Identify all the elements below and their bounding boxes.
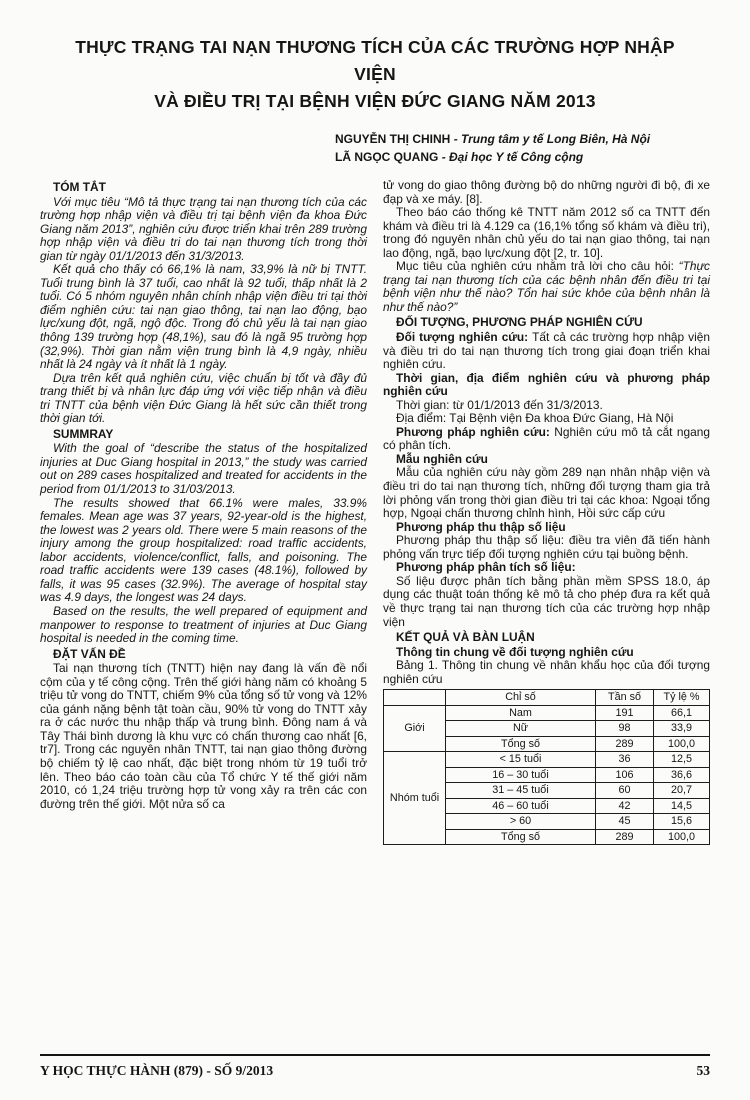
table-header-percent: Tỷ lệ % bbox=[654, 690, 710, 706]
author-affiliation: - Đại học Y tế Công cộng bbox=[441, 149, 584, 164]
table-cell: 289 bbox=[596, 736, 654, 752]
table-header-indicator: Chỉ số bbox=[446, 690, 596, 706]
table-cell: Nam bbox=[446, 705, 596, 721]
sample-paragraph: Mẫu của nghiên cứu này gồm 289 nạn nhân nhập viện và điều tri do tai nạn thương tích, những đối tượng tham gia trả lời phỏng vấn trong thời gian điều tri tại các khoa: Ngoại tổng hợp, Ngoại chấn thương chỉnh hình, Hồi sức cấp cứu bbox=[383, 465, 710, 521]
table-header-frequency: Tần số bbox=[596, 690, 654, 706]
table-header-blank bbox=[384, 690, 446, 706]
sample-heading: Mẫu nghiên cứu bbox=[396, 451, 488, 466]
goal-paragraph bbox=[383, 260, 710, 314]
table-cell: 36 bbox=[596, 752, 654, 768]
table-cell: < 15 tuổi bbox=[446, 752, 596, 768]
table-cell: > 60 bbox=[446, 814, 596, 830]
introduction-heading: ĐẶT VẤN ĐỀ bbox=[53, 646, 126, 661]
abstract-paragraph: Với mục tiêu “Mô tả thực trạng tai nạn thương tích của các trường hợp nhập viện và điều trị tại bệnh viện đa khoa Đức Giang năm 2013”, nghiên cứu được triển khai trên 289 trường hợp nhập viện và điều tri do tai nạn thương tích trong thời gian từ ngày 01/1/2013 đến 31/3/2013. bbox=[40, 194, 367, 263]
left-column bbox=[40, 179, 367, 845]
goal-quote: “Thực trạng tai nạn thương tích của các bệnh nhân đến điều tri tại bệnh viện như thế nào? Tổn hai sức khỏe của bệnh nhân là như thế nào?” bbox=[383, 259, 710, 314]
table-caption: Bảng 1. Thông tin chung về nhân khẩu học của đối tượng nghiên cứu bbox=[383, 658, 710, 686]
method-lead: Phương pháp nghiên cứu: bbox=[396, 424, 555, 439]
table-cell: 60 bbox=[596, 783, 654, 799]
time-place-heading: Thời gian, địa điểm nghiên cứu và phương pháp nghiên cứu bbox=[383, 370, 710, 399]
table-cell: 289 bbox=[596, 829, 654, 845]
table-cell: 31 – 45 tuổi bbox=[446, 783, 596, 799]
method-text: Nghiên cứu mô tả cắt ngang có phân tích. bbox=[383, 424, 710, 453]
table-cell: 42 bbox=[596, 798, 654, 814]
author-affiliation: - Trung tâm y tế Long Biên, Hà Nội bbox=[453, 132, 651, 146]
table-cell: 100,0 bbox=[654, 736, 710, 752]
summary-heading: SUMMRAY bbox=[53, 426, 114, 441]
demographics-table bbox=[383, 689, 710, 845]
results-heading: KẾT QUẢ VÀ BÀN LUẬN bbox=[396, 630, 535, 645]
table-cell: 33,9 bbox=[654, 721, 710, 737]
author-name: LÃ NGỌC QUANG bbox=[335, 149, 439, 164]
group-label-gender: Giới bbox=[384, 705, 446, 752]
continuation-paragraph: tử vong do giao thông đường bộ do những người đi bộ, đi xe đạp và xe máy. [8]. bbox=[383, 178, 710, 206]
table-cell: 15,6 bbox=[654, 814, 710, 830]
study-subject-lead: Đối tượng nghiên cứu: bbox=[396, 330, 533, 345]
summary-paragraph: With the goal of “describe the status of the hospitalized injuries at Duc Giang hospital in 2013,” the study was carried out on 289 cases hospitalized and treated for accidents in the period from 01/1/2013 to 31/03/2013. bbox=[40, 441, 367, 497]
two-column-body bbox=[40, 179, 710, 845]
analysis-heading: Phương pháp phân tích số liệu: bbox=[396, 560, 576, 575]
table-row bbox=[384, 705, 710, 721]
table-cell: 14,5 bbox=[654, 798, 710, 814]
results-subheading: Thông tin chung về đối tượng nghiên cứu bbox=[396, 644, 634, 659]
table-cell: 20,7 bbox=[654, 783, 710, 799]
table-cell: 98 bbox=[596, 721, 654, 737]
table-cell: Nữ bbox=[446, 721, 596, 737]
group-label-age: Nhóm tuổi bbox=[384, 752, 446, 845]
table-cell: 36,6 bbox=[654, 767, 710, 783]
time-paragraph: Thời gian: từ 01/1/2013 đến 31/3/2013. bbox=[396, 397, 603, 412]
abstract-paragraph: Kết quả cho thấy có 66,1% là nam, 33,9% là nữ bị TNTT. Tuổi trung bình là 37 tuổi, cao nhất là 92 tuổi, thấp nhất là 2 tuổi. Có 5 nhóm nguyên nhân chính nhập viện điều tri tại thời điểm nghiên cứu: tai nạn giao thông, tai nạn lao động, bạo lực/xung đột, ngã, ngộ độc. Trong đó chủ yếu là tai nạn giao thông 139 trường hợp (48,1%), sau đó là ngã 95 trường hợp (32,9%). Thời gian nằm viện trung bình là 4,9 ngày, nhiều nhất là 24 ngày và ít nhất là 1 ngày. bbox=[40, 262, 367, 372]
study-subject-text: Tất cả các trường hợp nhập viện và điều tri do tai nạn thương tích trong giai đoạn triển khai nghiên cứu. bbox=[383, 330, 710, 372]
table-cell: Tổng số bbox=[446, 736, 596, 752]
right-column bbox=[383, 179, 710, 845]
table-cell: 45 bbox=[596, 814, 654, 830]
author-block bbox=[335, 131, 710, 166]
page-footer bbox=[40, 1054, 710, 1079]
table-cell: 12,5 bbox=[654, 752, 710, 768]
goal-lead: Mục tiêu của nghiên cứu nhằm trả lời cho câu hỏi: bbox=[396, 259, 679, 274]
table-cell: Tổng số bbox=[446, 829, 596, 845]
author-line bbox=[335, 149, 710, 167]
author-name: NGUYỄN THỊ CHINH bbox=[335, 132, 451, 146]
introduction-paragraph: Tai nạn thương tích (TNTT) hiện nay đang là vấn đề nổi cộm của y tế công cộng. Trên thế giới hàng năm có khoảng 5 triệu tử vong do TNTT, chiếm 9% của tổng số tử vong và 12% của gánh nặng bệnh tật toàn cầu, 90% tử vong do TNTT xảy ra ở các nước thu nhập thấp và trung bình. Đông nam á và Tây Thái bình dương là khu vực có chấn thương cao nhất [6, tr7]. Trong các nguyên nhân TNTT, tai nạn giao thông đường bộ chiếm tỷ lệ cao nhất, đặc biệt trong nhóm từ 19 tuổi trở lên. Theo báo cáo toàn cầu của Tổ chức Y tế thế giới năm 2010, có 1,24 triệu trường hợp tử vong xảy ra trên các con đường trên thế giới. Một nửa số ca bbox=[40, 661, 367, 811]
table-cell: 191 bbox=[596, 705, 654, 721]
table-row bbox=[384, 752, 710, 768]
collection-heading: Phương pháp thu thập số liệu bbox=[396, 519, 566, 534]
summary-paragraph: The results showed that 66.1% were males, 33.9% females. Mean age was 37 years, 92-year-old is the highest, the lowest was 2 years old. There were 5 main reasons of the injury among the group hospitalized: road traffic accidents, labor accidents, violence/conflict, falls, and poisoning. The road traffic accidents were 139 cases (48.1%), followed by falls, it was 95 cases (32.9%). The average of hospital stay was 4.9 days, the longest was 24 days. bbox=[40, 495, 367, 605]
page-title bbox=[60, 34, 690, 115]
study-subject-paragraph bbox=[383, 331, 710, 372]
title-line-2: VÀ ĐIỀU TRỊ TẠI BỆNH VIỆN ĐỨC GIANG NĂM 2013 bbox=[154, 91, 596, 111]
report-paragraph: Theo báo cáo thống kê TNTT năm 2012 số ca TNTT đến khám và điều tri là 4.129 ca (16,1% tổng số khám và điều tri), trong đó nguyên nhân chủ yếu do tai nạn giao thông, tai nạn lao động, ngã, bạo lực/xung đột [2, tr. 10]. bbox=[383, 205, 710, 260]
table-cell: 106 bbox=[596, 767, 654, 783]
analysis-paragraph: Số liệu được phân tích bằng phần mềm SPSS 18.0, áp dụng các thuật toán thống kê mô tả cho phép đưa ra kết quả về thực trạng tai nạn thương tích của các trường hợp nhập viện bbox=[383, 573, 710, 629]
table-cell: 46 – 60 tuổi bbox=[446, 798, 596, 814]
abstract-heading: TÓM TẮT bbox=[53, 180, 106, 194]
table-header-row bbox=[384, 690, 710, 706]
table-cell: 16 – 30 tuổi bbox=[446, 767, 596, 783]
page-number: 53 bbox=[696, 1063, 710, 1078]
author-line bbox=[335, 131, 710, 149]
place-paragraph: Địa điểm: Tại Bệnh viện Đa khoa Đức Giang, Hà Nội bbox=[396, 411, 674, 426]
journal-title: Y HỌC THỰC HÀNH (879) - SỐ 9/2013 bbox=[40, 1063, 274, 1078]
table-cell: 66,1 bbox=[654, 705, 710, 721]
abstract-paragraph: Dựa trên kết quả nghiên cứu, việc chuẩn bị tốt và đầy đủ trang thiết bị và nhân lực đáp ứng với việc tiếp nhận và điều tri TNTT của bệnh viện Đức Giang là hết sức cần thiết trong thời gian tới. bbox=[40, 370, 367, 426]
title-line-1: THỰC TRẠNG TAI NẠN THƯƠNG TÍCH CỦA CÁC TRƯỜNG HỢP NHẬP VIỆN bbox=[75, 37, 675, 84]
collection-paragraph: Phương pháp thu thập số liệu: điều tra viên đã tiến hành phỏng vấn trực tiếp đối tượng nghiên cứu tại buồng bệnh. bbox=[383, 533, 710, 561]
summary-paragraph: Based on the results, the well prepared of equipment and manpower to response to treatment of injuries at Duc Giang hospital is needed in the coming time. bbox=[40, 603, 367, 646]
methods-heading: ĐỐI TƯỢNG, PHƯƠNG PHÁP NGHIÊN CỨU bbox=[396, 315, 643, 330]
table-cell: 100,0 bbox=[654, 829, 710, 845]
method-paragraph bbox=[383, 426, 710, 453]
